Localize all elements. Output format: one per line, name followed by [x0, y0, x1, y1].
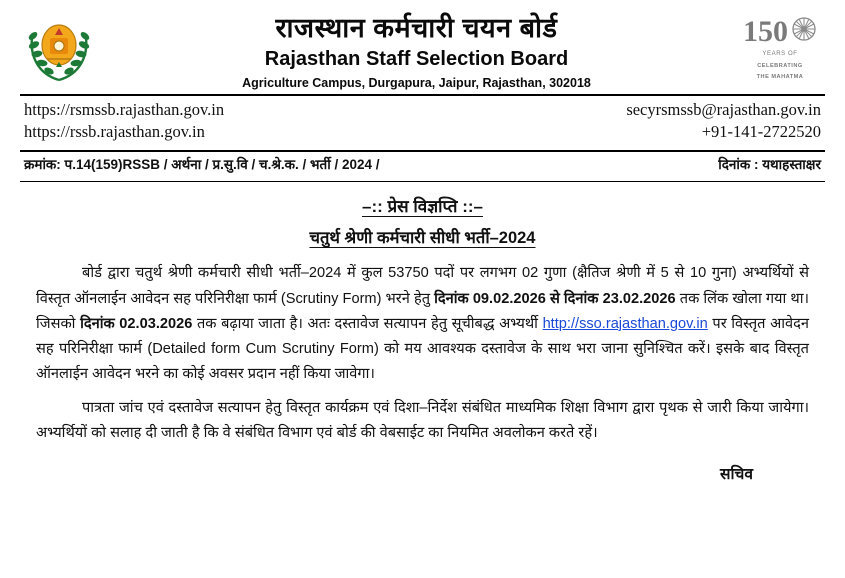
- press-release-subtitle: चतुर्थ श्रेणी कर्मचारी सीधी भर्ती–2024: [309, 229, 536, 248]
- anniversary-line1: CELEBRATING: [757, 62, 803, 69]
- anniversary-logo: [737, 8, 823, 81]
- website-secondary[interactable]: https://rssb.rajasthan.gov.in: [24, 122, 205, 142]
- contact-band: [0, 96, 845, 147]
- anniversary-line2: THE MAHATMA: [756, 74, 804, 81]
- signatory-designation: सचिव: [720, 466, 753, 484]
- email-address[interactable]: secyrsmssb@rajasthan.gov.in: [626, 99, 821, 119]
- header-titles: [96, 8, 737, 90]
- charkha-wheel-icon: [791, 16, 817, 47]
- application-window-dates: दिनांक 09.02.2026 से दिनांक 23.02.2026: [434, 290, 676, 307]
- document-header: [0, 0, 845, 90]
- header-divider-bottom: [20, 181, 825, 183]
- document-body: [0, 261, 845, 446]
- para1-text-b: तक लिंक खोला गया था। जिसको: [36, 290, 810, 332]
- website-primary[interactable]: https://rsmssb.rajasthan.gov.in: [24, 99, 225, 119]
- rajasthan-government-emblem-icon: [22, 12, 96, 86]
- sso-portal-link[interactable]: http://sso.rajasthan.gov.in: [542, 315, 708, 332]
- phone-number: +91-141-2722520: [701, 122, 821, 142]
- board-title-english: Rajasthan Staff Selection Board: [264, 48, 569, 71]
- para1-text-c: तक बढ़ाया जाता है। अतः दस्तावेज सत्यापन हेतु सूचीबद्ध अभ्यर्थी: [192, 315, 543, 332]
- paragraph-1: [36, 261, 809, 386]
- reference-line: [0, 152, 845, 177]
- para1-text-a: बोर्ड द्वारा चतुर्थ श्रेणी कर्मचारी सीधी भर्ती–2024 में कुल 53750 पदों पर लगभग 02 गुणा (क्षैतिज श्रेणी में 5 से 10 गुना) अभ्यर्थियों से विस्तृत ऑनलाईन आवेदन सह परिनिरीक्षा फार्म (Scrutiny Form) भरने हेतु: [36, 265, 809, 307]
- board-address: Agriculture Campus, Durgapura, Jaipur, Rajasthan, 302018: [242, 76, 591, 91]
- reference-number: क्रमांक: प.14(159)RSSB / अर्थना / प्र.सु.वि / च.श्रे.क. / भर्ती / 2024 /: [24, 156, 380, 172]
- document-title-block: [0, 194, 845, 248]
- para1-text-d: पर विस्तृत आवेदन सह परिनिरीक्षा फार्म (Detailed form Cum Scrutiny Form) को मय आवश्यक दस्तावेज के साथ भरा जाना सुनिश्चित करें। इसके बाद विस्तृत ऑनलाईन आवेदन भरने का कोई अवसर प्रदान नहीं किया जावेगा।: [36, 315, 809, 382]
- para2-text: पात्रता जांच एवं दस्तावेज सत्यापन हेतु विस्तृत कार्यक्रम एवं दिशा–निर्देश संबंधित माध्यमिक शिक्षा विभाग द्वारा पृथक से जारी किया जायेगा। अभ्यर्थियों को सलाह दी जाती है कि वे संबंधित विभाग एवं बोर्ड की वेबसाईट का नियमित अवलोकन करते रहें।: [36, 399, 809, 441]
- board-title-hindi: राजस्थान कर्मचारी चयन बोर्ड: [275, 13, 558, 43]
- signature-block: [0, 462, 845, 484]
- reference-date: दिनांक : यथाहस्ताक्षर: [718, 156, 821, 172]
- anniversary-number: 150: [743, 14, 788, 48]
- anniversary-years-label: YEARS OF: [762, 51, 798, 57]
- press-release-title: –:: प्रेस विज्ञप्ति ::–: [362, 197, 483, 217]
- paragraph-2: [36, 396, 809, 446]
- extended-date: दिनांक 02.03.2026: [80, 315, 193, 332]
